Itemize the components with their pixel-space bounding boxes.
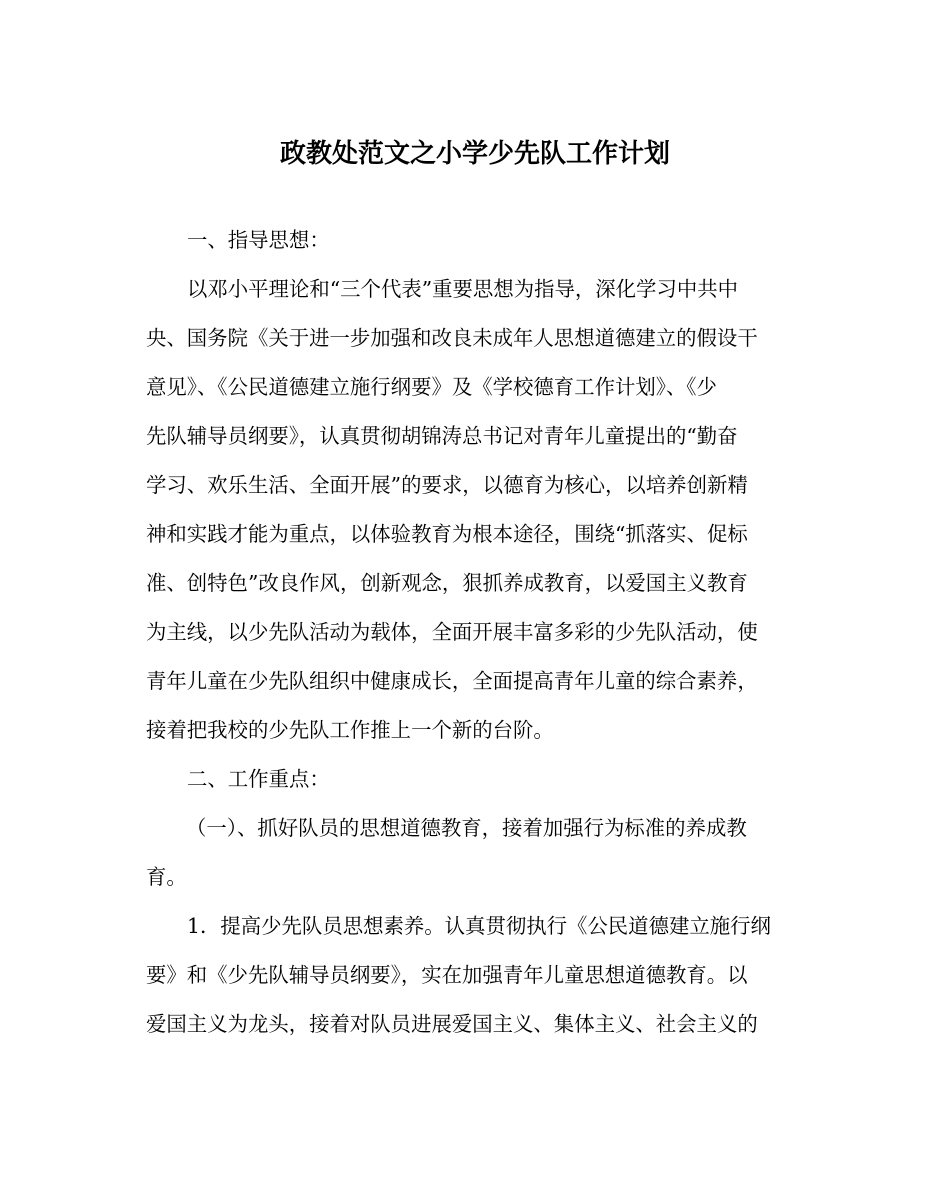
paragraph-line: 要》和《少先队辅导员纲要》，实在加强青年儿童思想道德教育。以 [146,963,748,987]
document-title: 政教处范文之小学少先队工作计划 [279,139,670,169]
paragraph-line: 为主线，以少先队活动为载体，全面开展丰富多彩的少先队活动，使 [146,620,758,644]
paragraph-line: 先队辅导员纲要》，认真贯彻胡锦涛总书记对青年儿童提出的“勤奋 [146,424,738,448]
section-heading-work-focus: 二、工作重点： [187,767,330,791]
paragraph-line: 以邓小平理论和“三个代表”重要思想为指导，深化学习中共中 [187,277,739,301]
paragraph-line: 央、国务院《关于进一步加强和改良未成年人思想道德建立的假设干 [146,326,758,350]
paragraph-line: 育。 [146,865,187,889]
paragraph-line: 意见》、《公民道德建立施行纲要》及《学校德育工作计划》、《少 [146,375,717,399]
section-heading-guiding-ideology: 一、指导思想： [187,228,330,252]
paragraph-line: 学习、欢乐生活、全面开展”的要求，以德育为核心，以培养创新精 [146,473,748,497]
document-body [146,222,806,1055]
paragraph-line: 青年儿童在少先队组织中健康成长，全面提高青年儿童的综合素养， [146,669,758,693]
paragraph-line: 接着把我校的少先队工作推上一个新的台阶。 [146,718,554,742]
subsection-heading: （一）、抓好队员的思想道德教育，接着加强行为标准的养成教 [186,816,747,840]
paragraph-line: 爱国主义为龙头，接着对队员进展爱国主义、集体主义、社会主义的 [146,1012,758,1036]
paragraph-line: 神和实践才能为重点，以体验教育为根本途径，围绕“抓落实、促标 [146,522,748,546]
list-item-line: 1．提高少先队员思想素养。认真贯彻执行《公民道德建立施行纲 [187,914,771,938]
paragraph-line: 准、创特色”改良作风，创新观念，狠抓养成教育，以爱国主义教育 [146,571,748,595]
